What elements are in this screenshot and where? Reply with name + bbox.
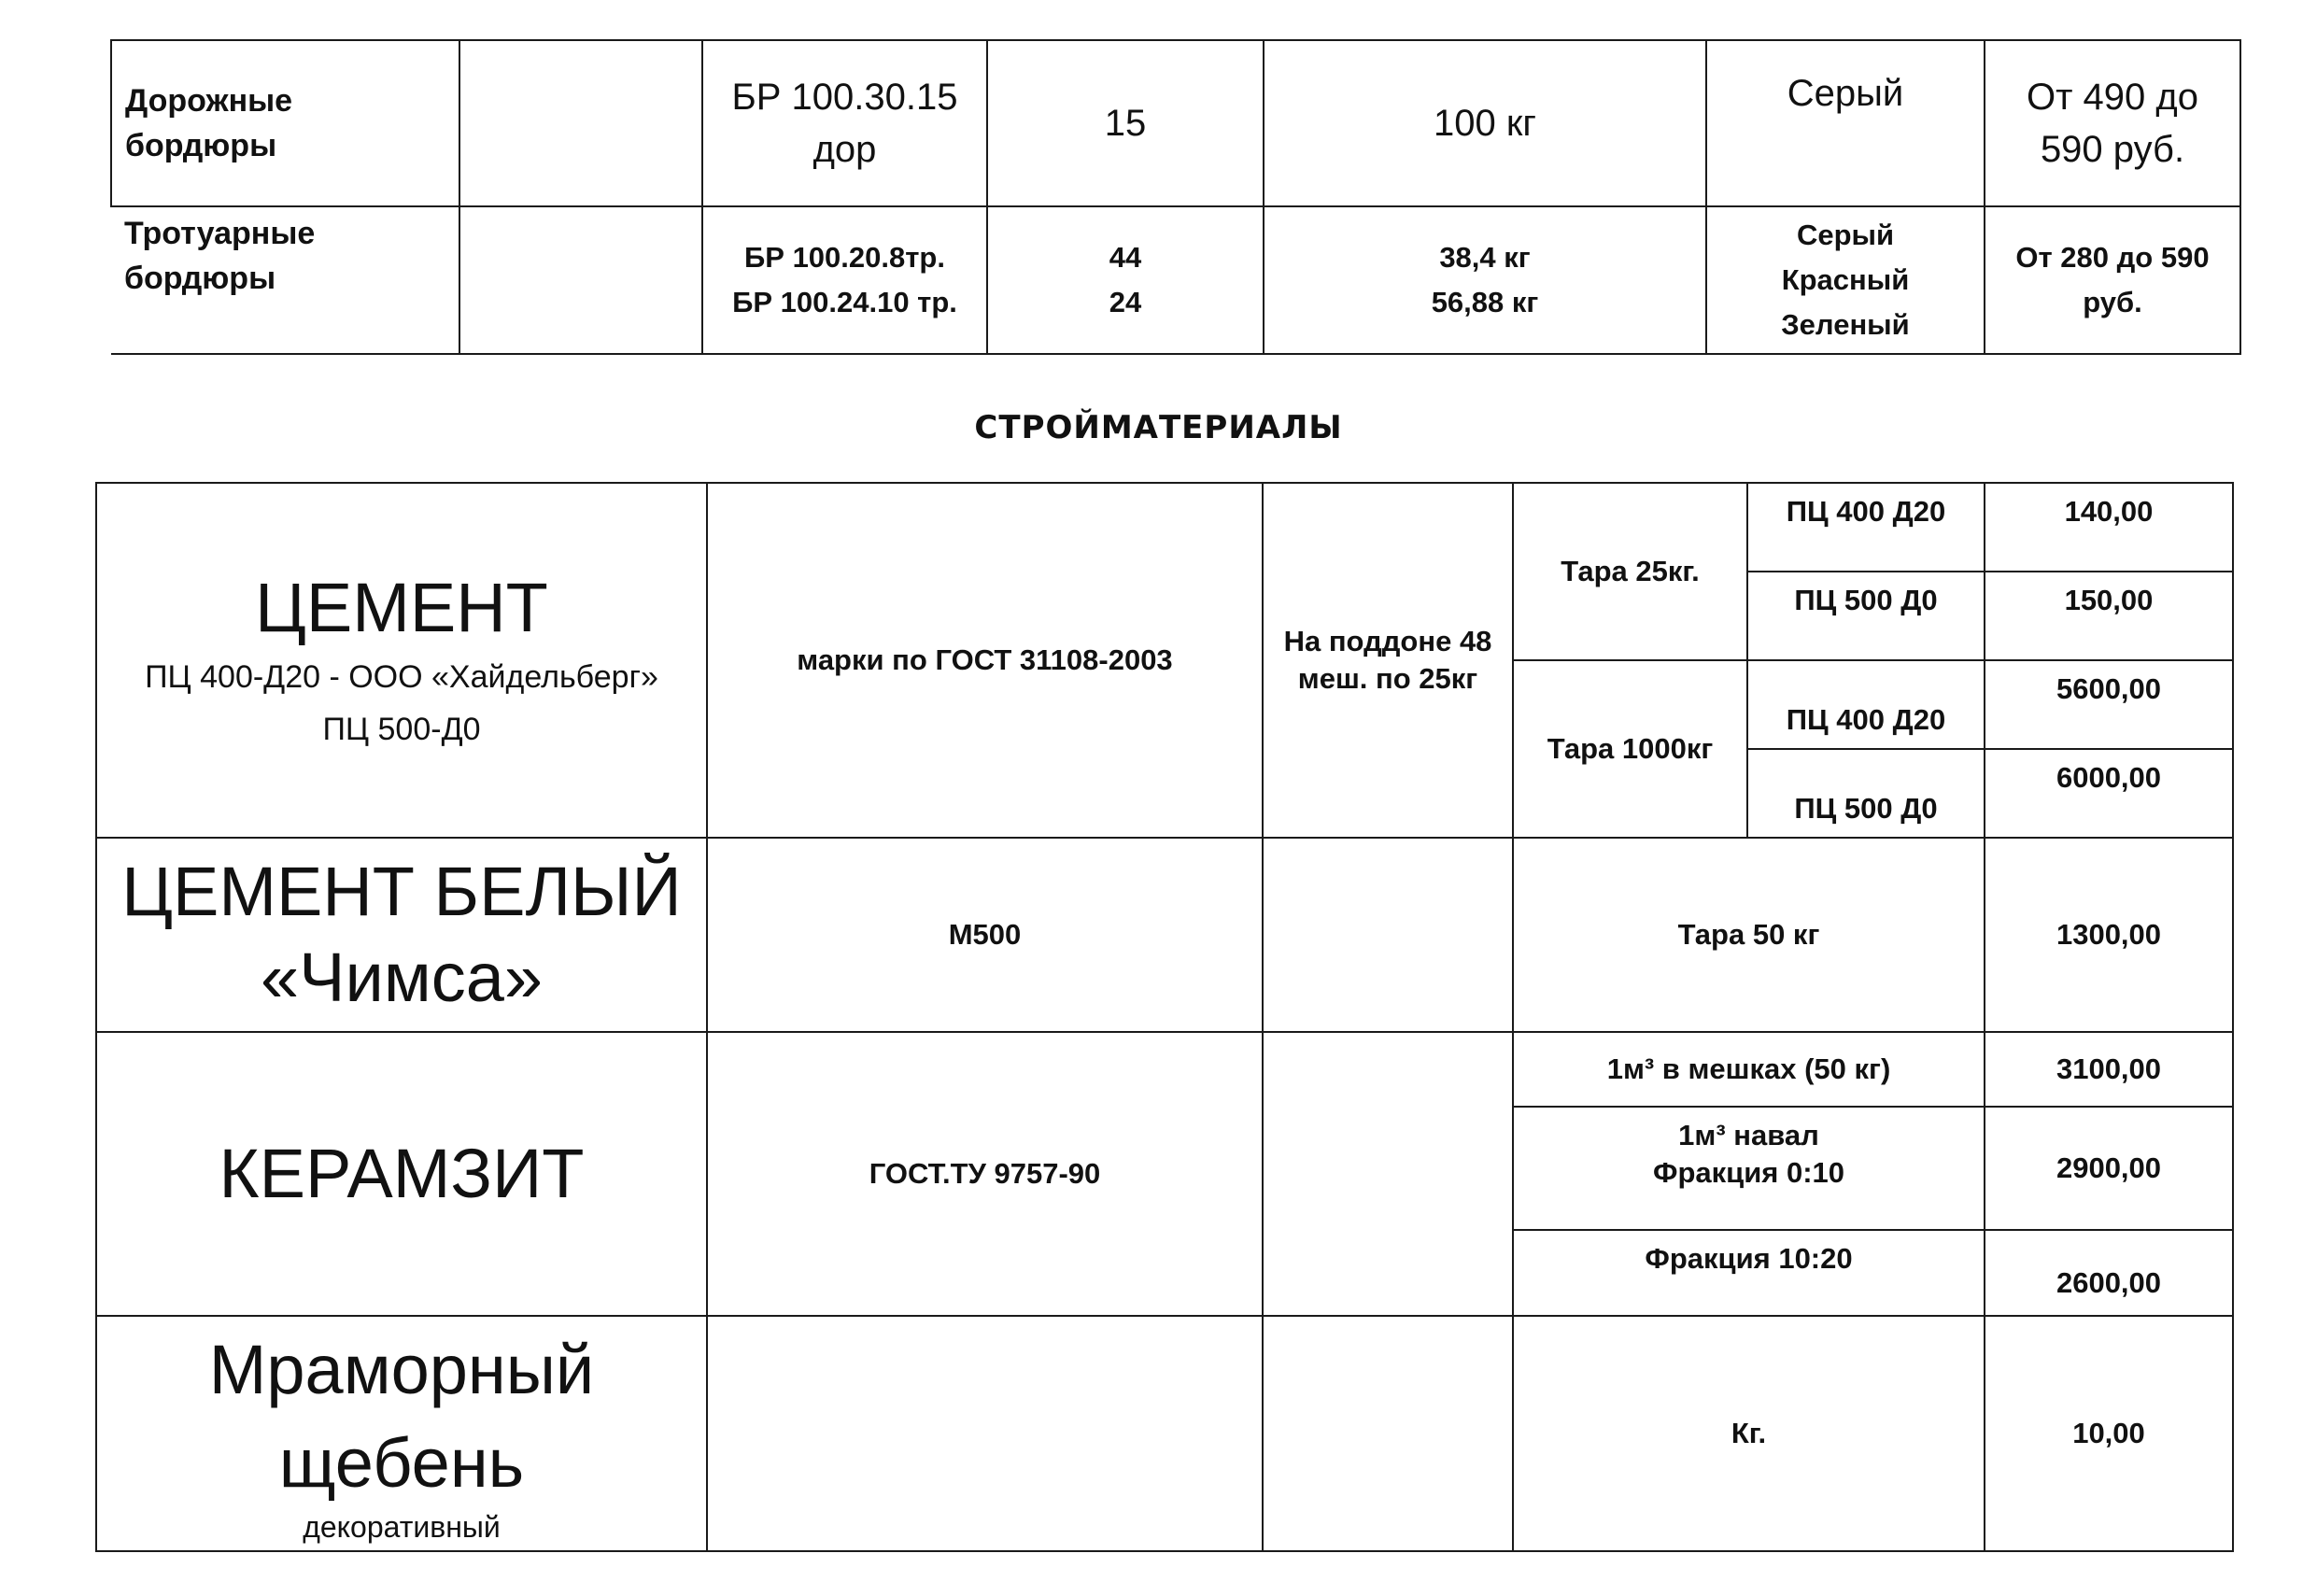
table-row bbox=[111, 206, 2240, 354]
product-name-line: ЦЕМЕНТ БЕЛЫЙ bbox=[121, 853, 682, 930]
price-cell: 10,00 bbox=[1985, 1316, 2233, 1551]
product-sub: ПЦ 400-Д20 - ООО «Хайдельберг» bbox=[145, 659, 658, 695]
table-row bbox=[96, 1032, 2233, 1107]
cement-name-cell bbox=[96, 483, 707, 838]
bordures-table bbox=[110, 39, 2241, 355]
price-cell: 2600,00 bbox=[1985, 1230, 2233, 1316]
option-line: Фракция 0:10 bbox=[1652, 1156, 1844, 1189]
option-line: 1м³ навал bbox=[1678, 1119, 1819, 1151]
empty-cell bbox=[1263, 1316, 1513, 1551]
weight-cell: 100 кг bbox=[1264, 40, 1706, 206]
spec-cell: марки по ГОСТ 31108-2003 bbox=[707, 483, 1263, 838]
table-row bbox=[96, 483, 2233, 572]
price-cell: 150,00 bbox=[1985, 572, 2233, 660]
price-line: От 490 до bbox=[2027, 77, 2198, 118]
weight: 38,4 кг bbox=[1439, 241, 1531, 274]
empty-cell bbox=[1263, 1032, 1513, 1316]
tara-cell: Тара 1000кг bbox=[1513, 660, 1747, 838]
product-name-line: Мраморный bbox=[208, 1331, 595, 1408]
quantity: 24 bbox=[1109, 286, 1142, 318]
product-name-line: щебень bbox=[278, 1424, 525, 1502]
name-line: бордюры bbox=[124, 261, 276, 296]
price-cell bbox=[1985, 40, 2240, 206]
quantity-cell bbox=[987, 206, 1264, 354]
tara-cell: Тара 50 кг bbox=[1513, 838, 1985, 1032]
table-row bbox=[96, 838, 2233, 1032]
price-cell: 3100,00 bbox=[1985, 1032, 2233, 1107]
mark: БР 100.24.10 тр. bbox=[732, 286, 957, 318]
price-line: 590 руб. bbox=[2040, 129, 2185, 170]
empty-cell bbox=[707, 1316, 1263, 1551]
packing-cell bbox=[1263, 483, 1513, 838]
quantity-cell: 15 bbox=[987, 40, 1264, 206]
grade-cell: ПЦ 400 Д20 bbox=[1747, 660, 1985, 749]
mark-cell bbox=[702, 206, 987, 354]
empty-cell bbox=[459, 40, 702, 206]
packing-line: На поддоне 48 bbox=[1283, 625, 1492, 657]
keramzit-name-cell bbox=[96, 1032, 707, 1316]
empty-cell bbox=[459, 206, 702, 354]
color: Серый bbox=[1796, 219, 1895, 251]
price-cell: 5600,00 bbox=[1985, 660, 2233, 749]
color-cell bbox=[1706, 206, 1985, 354]
mark-cell bbox=[702, 40, 987, 206]
weight: 56,88 кг bbox=[1431, 286, 1539, 318]
color: Зеленый bbox=[1781, 308, 1910, 341]
unit-cell: Кг. bbox=[1513, 1316, 1985, 1551]
mark: дор bbox=[812, 129, 877, 170]
section-title: СТРОЙМАТЕРИАЛЫ bbox=[974, 409, 1343, 446]
marble-name-cell bbox=[96, 1316, 707, 1551]
mark: БР 100.30.15 bbox=[731, 77, 958, 118]
product-name bbox=[111, 206, 459, 354]
product-sub: ПЦ 500-Д0 bbox=[322, 712, 481, 747]
price-line: руб. bbox=[2083, 286, 2142, 318]
color-cell: Серый bbox=[1706, 40, 1985, 206]
option-cell: 1м³ в мешках (50 кг) bbox=[1513, 1032, 1985, 1107]
spec-cell: М500 bbox=[707, 838, 1263, 1032]
price-cell: 140,00 bbox=[1985, 483, 2233, 572]
price-cell: 2900,00 bbox=[1985, 1107, 2233, 1230]
name-line: Тротуарные bbox=[124, 216, 316, 251]
price-cell: 6000,00 bbox=[1985, 749, 2233, 838]
white-cement-name-cell bbox=[96, 838, 707, 1032]
table-row bbox=[96, 1316, 2233, 1551]
product-name: Дорожные бордюры bbox=[111, 40, 459, 206]
grade-cell: ПЦ 500 Д0 bbox=[1747, 749, 1985, 838]
grade-cell: ПЦ 500 Д0 bbox=[1747, 572, 1985, 660]
empty-cell bbox=[1263, 838, 1513, 1032]
mark: БР 100.20.8тр. bbox=[744, 241, 945, 274]
materials-table bbox=[95, 482, 2234, 1552]
packing-line: меш. по 25кг bbox=[1297, 662, 1478, 695]
price-cell bbox=[1985, 206, 2240, 354]
product-name-line: «Чимса» bbox=[261, 939, 543, 1016]
color: Красный bbox=[1781, 263, 1910, 296]
product-name: КЕРАМЗИТ bbox=[219, 1135, 585, 1212]
spec-cell: ГОСТ.ТУ 9757-90 bbox=[707, 1032, 1263, 1316]
price-cell: 1300,00 bbox=[1985, 838, 2233, 1032]
weight-cell bbox=[1264, 206, 1706, 354]
tara-cell: Тара 25кг. bbox=[1513, 483, 1747, 660]
product-name: ЦЕМЕНТ bbox=[255, 569, 548, 646]
price-line: От 280 до 590 bbox=[2015, 241, 2210, 274]
table-row bbox=[111, 40, 2240, 206]
option-cell: Фракция 10:20 bbox=[1513, 1230, 1985, 1316]
quantity: 44 bbox=[1109, 241, 1142, 274]
product-sub: декоративный bbox=[303, 1510, 501, 1544]
grade-cell: ПЦ 400 Д20 bbox=[1747, 483, 1985, 572]
option-cell bbox=[1513, 1107, 1985, 1230]
